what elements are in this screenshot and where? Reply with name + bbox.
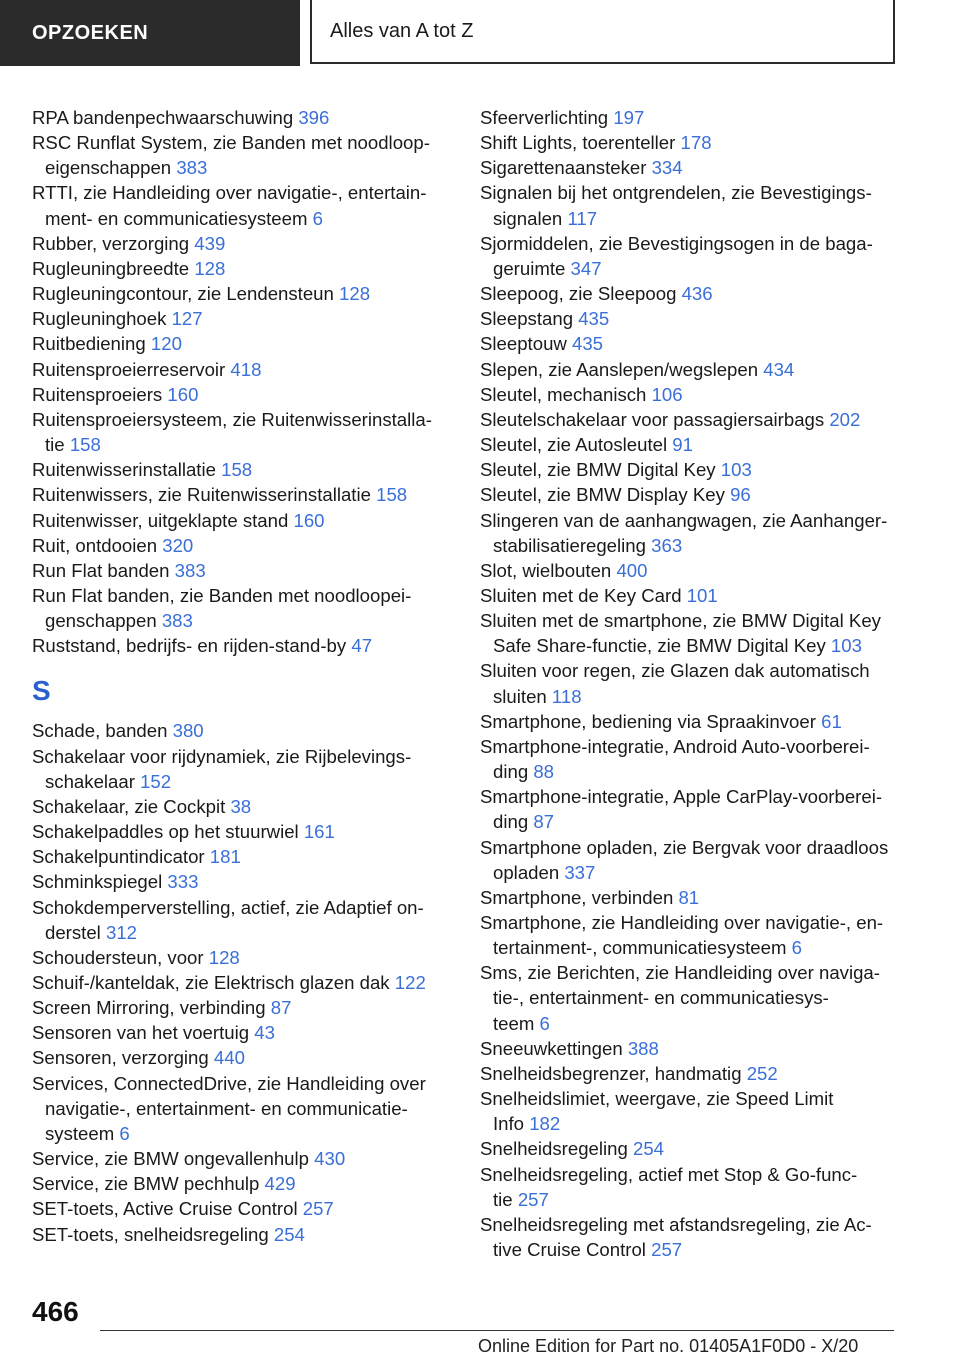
index-entry	[32, 1146, 442, 1171]
entry-text: systeem	[45, 1122, 120, 1144]
entry-text: Sigarettenaansteker	[480, 157, 652, 179]
page-link[interactable]: 117	[567, 207, 598, 229]
entry-text: genschappen	[45, 610, 162, 632]
index-entry	[32, 1196, 442, 1221]
index-entry	[32, 970, 442, 995]
page-link[interactable]: 47	[351, 635, 373, 657]
entry-text: Ruitenwisser, uitgeklapte stand	[32, 509, 294, 531]
page-link[interactable]: 158	[376, 484, 408, 506]
entry-text: Schakelaar, zie Cockpit	[32, 795, 231, 817]
entry-text: Ruitensproeiersysteem, zie Ruitenwisserinstalla-	[32, 408, 432, 430]
page-link[interactable]: 120	[150, 333, 182, 355]
index-entry	[480, 734, 900, 784]
page-link[interactable]: 257	[302, 1198, 334, 1220]
index-entry	[32, 533, 442, 558]
index-entry	[32, 482, 442, 507]
page-link[interactable]: 81	[678, 886, 700, 908]
page-link[interactable]: 128	[194, 257, 226, 279]
entry-text: Smartphone, bediening via Spraakinvoer	[480, 710, 822, 732]
entry-text: Sfeerverlichting	[480, 107, 614, 128]
entry-text: Snelheidsregeling	[480, 1138, 633, 1160]
entry-text: Sluiten met de Key Card	[480, 584, 687, 606]
index-entry	[32, 105, 442, 130]
page-link[interactable]: 106	[651, 383, 683, 405]
index-entry	[480, 1061, 900, 1086]
page-link[interactable]: 312	[105, 921, 138, 943]
header-bar	[0, 0, 960, 66]
entry-text: Sleutel, zie BMW Digital Key	[480, 459, 721, 481]
index-entry	[32, 357, 442, 382]
page-link[interactable]: 6	[119, 1122, 130, 1144]
index-entry	[480, 1162, 900, 1212]
entry-text: Slingeren van de aanhangwagen, zie Aanhanger-	[480, 509, 888, 531]
page-link[interactable]: 439	[194, 232, 226, 254]
entry-text: Services, ConnectedDrive, zie Handleiding over	[32, 1072, 426, 1094]
page-link[interactable]: 252	[746, 1062, 778, 1084]
index-entry	[32, 744, 442, 794]
entry-text: Smartphone-integratie, Android Auto-voorberei-	[480, 735, 870, 757]
index-entry	[480, 231, 900, 281]
index-entry	[32, 794, 442, 819]
page-link[interactable]: 6	[791, 937, 802, 959]
page-link[interactable]: 103	[830, 635, 862, 657]
entry-text: navigatie-, entertainment- en communicatie-	[45, 1097, 408, 1119]
page-link[interactable]: 440	[213, 1047, 245, 1069]
entry-text: derstel	[45, 921, 106, 943]
entry-text: Snelheidsbegrenzer, handmatig	[480, 1062, 747, 1084]
section-tab[interactable]: OPZOEKEN	[0, 0, 300, 66]
entry-text: Rubber, verzorging	[32, 232, 195, 254]
entry-text: Schakelaar voor rijdynamiek, zie Rijbelevings-	[32, 745, 412, 767]
page-link[interactable]: 429	[264, 1173, 296, 1195]
index-entry	[32, 945, 442, 970]
page-link[interactable]: 333	[167, 871, 199, 893]
index-entry	[480, 583, 900, 608]
entry-text: Sjormiddelen, zie Bevestigingsogen in de baga-	[480, 232, 873, 254]
page-link[interactable]: 182	[529, 1113, 561, 1135]
entry-text: Sleepstang	[480, 308, 579, 330]
entry-text: SET-toets, Active Cruise Control	[32, 1198, 303, 1220]
page-link[interactable]: 101	[686, 584, 718, 606]
page-link[interactable]: 160	[293, 509, 325, 531]
index-entry	[32, 1020, 442, 1045]
page-link[interactable]: 435	[578, 308, 610, 330]
page-link[interactable]: 197	[613, 107, 645, 128]
index-entry	[480, 407, 900, 432]
entry-text: Rugleuningcontour, zie Lendensteun	[32, 283, 340, 305]
index-entry	[480, 382, 900, 407]
page-link[interactable]: 96	[730, 484, 751, 506]
page-link[interactable]: 257	[651, 1239, 683, 1261]
page-link[interactable]: 430	[314, 1148, 346, 1170]
entry-text: RPA bandenpechwaarschuwing	[32, 107, 299, 128]
page-link[interactable]: 337	[564, 861, 596, 883]
entry-text: geruimte	[493, 257, 571, 279]
index-entry	[32, 1071, 442, 1146]
index-entry	[480, 1086, 900, 1136]
index-entry	[32, 407, 442, 457]
page-number: 466	[32, 1296, 79, 1327]
page-link[interactable]: 127	[171, 308, 203, 330]
page-link[interactable]: 436	[681, 283, 713, 305]
page-link[interactable]: 400	[616, 559, 648, 581]
index-entry	[32, 1171, 442, 1196]
entry-text: Ruitenwissers, zie Ruitenwisserinstallatie	[32, 484, 377, 506]
entry-text: Schuif-/kanteldak, zie Elektrisch glazen dak	[32, 972, 395, 993]
entry-text: schakelaar	[45, 770, 141, 792]
index-entry	[480, 558, 900, 583]
index-entry	[32, 180, 442, 230]
entry-text: Smartphone, verbinden	[480, 886, 679, 908]
entry-text: Sms, zie Berichten, zie Handleiding over naviga-	[480, 962, 880, 984]
entry-text: Ruitenwisserinstallatie	[32, 459, 222, 481]
entry-text: Snelheidslimiet, weergave, zie Speed Limit	[480, 1088, 834, 1110]
entry-text: Screen Mirroring, verbinding	[32, 997, 271, 1019]
entry-text: Schokdemperverstelling, actief, zie Adaptief on-	[32, 896, 424, 918]
entry-text: Ruitensproeierreservoir	[32, 358, 231, 380]
page-link[interactable]: 38	[230, 795, 252, 817]
index-column-left	[32, 105, 442, 1247]
index-entry	[480, 1036, 900, 1061]
entry-text: Ruitensproeiers	[32, 383, 168, 405]
index-entry	[32, 1222, 442, 1247]
entry-text: tie-, entertainment- en communicatiesys-	[493, 987, 829, 1009]
entry-text: Ruststand, bedrijfs- en rijden-stand-by	[32, 635, 352, 657]
index-entry	[480, 331, 900, 356]
index-entry	[32, 457, 442, 482]
entry-text: Ruitbediening	[32, 333, 151, 355]
entry-text: Slot, wielbouten	[480, 559, 617, 581]
entry-text: Smartphone opladen, zie Bergvak voor draadloos	[480, 836, 889, 858]
page-link[interactable]: 383	[161, 610, 193, 632]
entry-text: Sleutel, zie BMW Display Key	[480, 484, 731, 506]
entry-text: ding	[493, 811, 534, 833]
entry-text: Schminkspiegel	[32, 871, 168, 893]
entry-text: Run Flat banden	[32, 559, 175, 581]
entry-text: Smartphone, zie Handleiding over navigatie-, en-	[480, 912, 884, 933]
index-entry	[480, 457, 900, 482]
page-link[interactable]: 87	[270, 997, 292, 1019]
index-entry	[480, 910, 900, 960]
index-entry	[480, 885, 900, 910]
entry-text: Sluiten met de smartphone, zie BMW Digital Key	[480, 610, 881, 632]
page-link[interactable]: 418	[230, 358, 262, 380]
entry-text: Safe Share-functie, zie BMW Digital Key	[493, 635, 831, 657]
index-entry	[480, 155, 900, 180]
index-entry	[32, 558, 442, 583]
page-link[interactable]: 383	[176, 157, 208, 179]
page-link[interactable]: 88	[533, 761, 555, 783]
index-entry	[32, 508, 442, 533]
index-entry	[480, 105, 900, 130]
index-entry	[480, 608, 900, 658]
entry-text: Sleutel, mechanisch	[480, 383, 652, 405]
page-link[interactable]: 388	[627, 1037, 659, 1059]
entry-text: Rugleuningbreedte	[32, 257, 195, 279]
page-link[interactable]: 61	[821, 710, 842, 732]
entry-text: Sensoren, verzorging	[32, 1047, 214, 1069]
page-link[interactable]: 347	[570, 257, 602, 279]
index-entry	[480, 835, 900, 885]
entry-text: Sleutel, zie Autosleutel	[480, 434, 673, 456]
footer-divider	[100, 1330, 894, 1331]
page-link[interactable]: 87	[533, 811, 555, 833]
entry-text: SET-toets, snelheidsregeling	[32, 1223, 274, 1245]
entry-text: Service, zie BMW ongevallenhulp	[32, 1148, 315, 1170]
index-entry	[480, 784, 900, 834]
entry-text: Run Flat banden, zie Banden met noodloopei-	[32, 584, 412, 606]
entry-text: Info	[493, 1113, 530, 1135]
index-entry	[32, 130, 442, 180]
index-entry	[32, 231, 442, 256]
page-link[interactable]: 128	[208, 946, 240, 968]
entry-text: Snelheidsregeling met afstandsregeling, zie Ac-	[480, 1213, 872, 1235]
page-link[interactable]: 158	[221, 459, 253, 481]
index-group-s-continued	[480, 105, 900, 1262]
index-entry	[32, 995, 442, 1020]
page-link[interactable]: 122	[394, 972, 426, 993]
entry-text: Sneeuwkettingen	[480, 1037, 628, 1059]
index-entry	[32, 844, 442, 869]
entry-text: Sleeptouw	[480, 333, 572, 355]
page-link[interactable]: 435	[572, 333, 604, 355]
index-entry	[32, 869, 442, 894]
entry-text: Sleutelschakelaar voor passagiersairbags	[480, 408, 830, 430]
page-link[interactable]: 434	[763, 358, 795, 380]
entry-text: eigenschappen	[45, 157, 177, 179]
entry-text: Schakelpaddles op het stuurwiel	[32, 821, 304, 843]
index-entry	[480, 709, 900, 734]
entry-text: Ruit, ontdooien	[32, 534, 163, 556]
index-entry	[480, 658, 900, 708]
page-link[interactable]: 257	[517, 1188, 549, 1210]
page-link[interactable]: 380	[172, 720, 204, 742]
index-entry	[32, 718, 442, 743]
index-entry	[480, 1212, 900, 1262]
entry-text: tie	[493, 1188, 518, 1210]
entry-text: signalen	[493, 207, 568, 229]
entry-text: Schakelpuntindicator	[32, 846, 210, 868]
section-letter: S	[32, 675, 51, 707]
entry-text: ment- en communicatiesysteem	[45, 207, 313, 229]
entry-text: tive Cruise Control	[493, 1239, 652, 1261]
page-link[interactable]: 396	[298, 107, 330, 128]
page-link[interactable]: 320	[162, 534, 194, 556]
entry-text: Signalen bij het ontgrendelen, zie Bevestigings-	[480, 182, 872, 204]
page-link[interactable]: 91	[672, 434, 693, 456]
entry-text: stabilisatieregeling	[493, 534, 652, 556]
page-link[interactable]: 6	[539, 1012, 550, 1034]
entry-text: Rugleuninghoek	[32, 308, 172, 330]
page-link[interactable]: 128	[339, 283, 371, 305]
index-group-s	[32, 718, 442, 1246]
entry-text: Snelheidsregeling, actief met Stop & Go-func-	[480, 1163, 858, 1185]
index-entry	[480, 482, 900, 507]
entry-text: Service, zie BMW pechhulp	[32, 1173, 265, 1195]
page-link[interactable]: 118	[551, 685, 582, 707]
index-entry	[32, 633, 442, 658]
index-entry	[480, 281, 900, 306]
index-entry	[32, 281, 442, 306]
page-link[interactable]: 43	[254, 1022, 275, 1044]
index-entry	[32, 819, 442, 844]
index-entry	[480, 306, 900, 331]
page-link[interactable]: 181	[209, 846, 241, 868]
index-entry	[32, 895, 442, 945]
page-link[interactable]: 178	[680, 132, 712, 154]
entry-text: Schade, banden	[32, 720, 173, 742]
index-entry	[480, 960, 900, 1035]
index-entry	[32, 1045, 442, 1070]
page-link[interactable]: 152	[140, 770, 172, 792]
index-entry	[32, 583, 442, 633]
entry-text: Sleepoog, zie Sleepoog	[480, 283, 682, 305]
page-link[interactable]: 103	[720, 459, 752, 481]
index-group-r	[32, 105, 442, 658]
page-link[interactable]: 383	[174, 559, 206, 581]
page-link[interactable]: 161	[303, 821, 335, 843]
index-entry	[480, 130, 900, 155]
index-entry	[480, 180, 900, 230]
page-link[interactable]: 202	[829, 408, 861, 430]
index-entry	[480, 432, 900, 457]
entry-text: tertainment-, communicatiesysteem	[493, 937, 792, 959]
index-entry	[480, 1136, 900, 1161]
entry-text: Sensoren van het voertuig	[32, 1022, 255, 1044]
page-link[interactable]: 363	[651, 534, 683, 556]
index-column-right	[480, 105, 900, 1262]
page-link[interactable]: 254	[633, 1138, 665, 1160]
entry-text: tie	[45, 434, 70, 456]
index-entry	[32, 306, 442, 331]
entry-text: Smartphone-integratie, Apple CarPlay-voorberei-	[480, 786, 883, 808]
page-link[interactable]: 158	[69, 434, 101, 456]
footer-edition: Online Edition for Part no. 01405A1F0D0 - X/20	[478, 1336, 859, 1356]
page-link[interactable]: 254	[273, 1223, 305, 1245]
entry-text: teem	[493, 1012, 540, 1034]
entry-text: Slepen, zie Aanslepen/wegslepen	[480, 358, 764, 380]
page-link[interactable]: 160	[167, 383, 199, 405]
page-link[interactable]: 334	[651, 157, 683, 179]
index-entry	[480, 357, 900, 382]
index-entry	[32, 382, 442, 407]
entry-text: Sluiten voor regen, zie Glazen dak automatisch	[480, 660, 870, 682]
index-entry	[32, 331, 442, 356]
page-link[interactable]: 6	[312, 207, 323, 229]
entry-text: Shift Lights, toerenteller	[480, 132, 681, 154]
entry-text: opladen	[493, 861, 565, 883]
entry-text: RTTI, zie Handleiding over navigatie-, entertain-	[32, 182, 427, 204]
entry-text: RSC Runflat System, zie Banden met noodloop-	[32, 132, 430, 154]
entry-text: Schoudersteun, voor	[32, 946, 209, 968]
entry-text: sluiten	[493, 685, 552, 707]
index-entry	[32, 256, 442, 281]
entry-text: ding	[493, 761, 534, 783]
page-title: Alles van A tot Z	[310, 0, 895, 64]
index-entry	[480, 508, 900, 558]
